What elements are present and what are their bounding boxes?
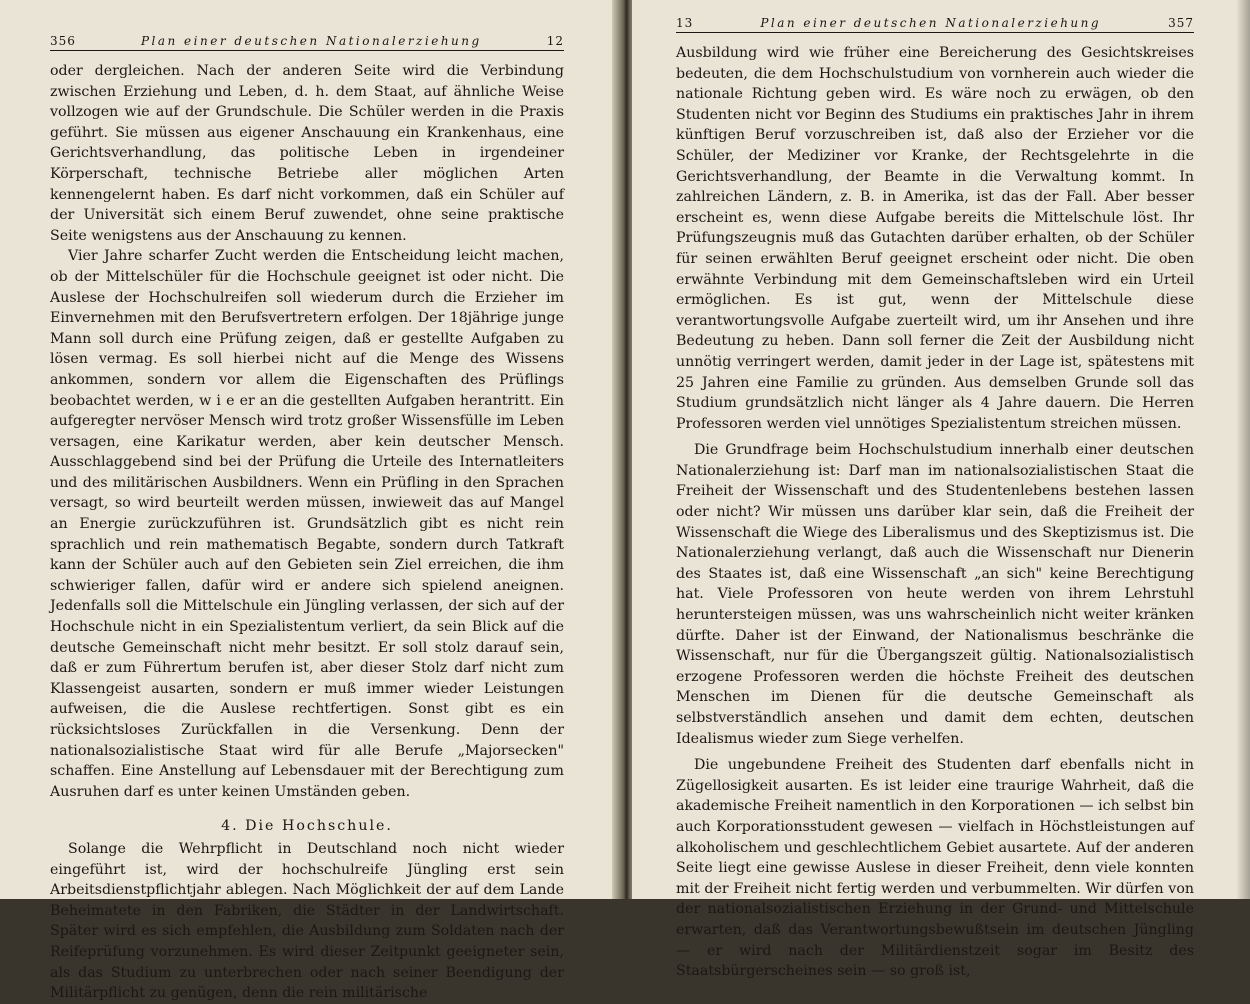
right-signature-mark: 13 — [676, 16, 694, 30]
right-paragraph-1: Ausbildung wird wie früher eine Bereicherung des Gesichtskreises bedeuten, die dem Hochschulstudium von vornherein auch wieder die nationale Richtung geben wird. Es wäre noch zu erwägen, ob den Studenten nicht vor Beginn des Studiums ein praktisches Jahr in ihrem künftigen Beruf vorzuschreiben ist, daß also der Erzieher vor die Schüler, der Mediziner vor Kranke, der Rechtsgelehrte in die Gerichtsverhandlung, der Beamte in die Verwaltung kommt. In zahlreichen Ländern, z. B. in Amerika, ist das der Fall. Aber besser erscheint es, wenn diese Aufgabe bereits die Mittelschule löst. Ihr Prüfungszeugnis muß das Gutachten darüber erhalten, ob der Schüler für seinen erwählten Beruf geeignet erscheint oder nicht. Die oben erwähnte Verbindung mit dem Gemeinschaftsleben wird ein Urteil ermöglichen. Es ist gut, wenn der Mittelschule diese verantwortungsvolle Aufgabe zuerteilt wird, um ihr Ansehen und ihre Bedeutung zu heben. Dann soll ferner die Zeit der Ausbildung nicht unnötig verringert werden, damit jeder in der Lage ist, spätestens mit 25 Jahren eine Familie zu gründen. Aus demselben Grunde soll das Studium grundsätzlich nicht länger als 4 Jahre dauern. Die Herren Professoren werden viel unnötiges Spezialistentum streichen müssen. — [676, 45, 1194, 432]
left-section-paragraph: Solange die Wehrpflicht in Deutschland noch nicht wieder eingeführt ist, wird der hochschulreife Jüngling erst sein Arbeitsdienstpflichtjahr ablegen. Nach Möglichkeit der auf dem Lande Beheimatete in den Fabriken, die Städter in der Landwirtschaft. Später wird es sich empfehlen, die Ausbildung zum Soldaten nach der Reifeprüfung vorzunehmen. Es wird dieser Zeitpunkt geeigneter sein, als das Studium zu unterbrechen oder nach seiner Beendigung der Militärpflicht zu genügen, denn die rein militärische — [50, 840, 564, 1002]
left-paragraph-2: Vier Jahre scharfer Zucht werden die Entscheidung leicht machen, ob der Mittelschüler für die Hochschule geeignet ist oder nicht. Die Auslese der Hochschulreifen soll wiederum durch die Erzieher im Einvernehmen mit den Berufsvertretern erfolgen. Der 18jährige junge Mann soll durch eine Prüfung zeigen, daß er gestellte Aufgaben zu lösen vermag. Es soll hierbei nicht auf die Menge des Wissens ankommen, sondern vor allem die Eigenschaften des Prüflings beobachtet werden, w i e er an die gestellten Aufgaben herantritt. Ein aufgeregter nervöser Mensch wird trotz großer Wissensfülle im Leben versagen, eine Karikatur werden, aber kein deutscher Mensch. Ausschlaggebend sind bei der Prüfung die Urteile des Internatleiters und des militärischen Ausbildners. Wenn ein Prüfling in den Sprachen versagt, so wird beurteilt werden müssen, inwieweit das auf Mangel an Energie zurückzuführen ist. Grundsätzlich gibt es nicht rein sprachlich und rein mathematisch Begabte, sondern durch Tatkraft kann der Schüler auch auf den Gebieten sein Ziel erreichen, die ihm schwieriger fallen, dafür wird er andere sich spielend aneignen. Jedenfalls soll die Mittelschule ein Jüngling verlassen, der sich auf der Hochschule nicht in ein Spezialistentum verliert, da sein Blick auf die deutsche Gemeinschaft nicht mehr besitzt. Er soll stolz darauf sein, daß er zum Führertum berufen ist, aber dieser Stolz darf nicht zum Klassengeist ausarten, sondern er muß immer wieder Leistungen aufweisen, die die Auslese rechtfertigen. Sonst gibt es ein rücksichtsloses Zurückfallen in die Versenkung. Denn der nationalsozialistische Staat wird für alle Berufe „Majorsecken" schaffen. Eine Anstellung auf Lebensdauer mit der Berechtigung zum Ausruhen darf es unter keinen Umständen geben. — [50, 248, 564, 800]
left-signature-mark: 12 — [546, 34, 564, 48]
left-body-text — [50, 61, 564, 1004]
right-page — [632, 0, 1250, 980]
left-page-number: 356 — [50, 34, 76, 48]
right-page-number: 357 — [1168, 16, 1194, 30]
right-running-title: Plan einer deutschen Nationalerziehung — [760, 16, 1102, 30]
left-running-head — [50, 34, 564, 51]
right-paragraph-2: Die Grundfrage beim Hochschulstudium innerhalb einer deutschen Nationalerziehung ist: Darf man im nationalsozialistischen Staat die Freiheit der Wissenschaft und des Studentenlebens bestehen lassen oder nicht? Wir müssen uns darüber klar sein, daß die Freiheit der Wissenschaft die Wiege des Liberalismus und des Skeptizismus ist. Die Nationalerziehung verlangt, daß auch die Wissenschaft nur Dienerin des Staates ist, daß eine Wissenschaft „an sich" keine Berechtigung hat. Viele Professoren von heute werden von ihrem Lehrstuhl heruntersteigen müssen, was uns wahrscheinlich nicht weiter kränken dürfte. Daher ist der Einwand, der Nationalismus beschränke die Wissenschaft, nur für die Übergangszeit gültig. Nationalsozialistisch erzogene Professoren werden die höchste Freiheit des deutschen Menschen im Dienen für die deutsche Gemeinschaft als selbstverständlich ansehen und damit dem echten, deutschen Idealismus wieder zum Siege verhelfen. — [676, 442, 1194, 747]
left-page — [0, 0, 622, 1002]
right-running-head — [676, 16, 1194, 33]
section-heading: 4. Die Hochschule. — [221, 818, 393, 835]
right-body-text — [676, 43, 1194, 982]
right-paragraph-3: Die ungebundene Freiheit des Studenten darf ebenfalls nicht in Zügellosigkeit ausarten. Es ist leider eine traurige Wahrheit, daß die akademische Freiheit namentlich in den Korporationen — ich selbst bin auch Korporationsstudent gewesen — vielfach in Höchstleistungen auf alkoholischem und geschlechtlichem Gebiet ausartete. Auf der anderen Seite liegt eine gewisse Auslese in dieser Freiheit, denn viele konnten mit der Freiheit nicht fertig werden und verbummelten. Wir dürfen von der nationalsozialistischen Erziehung in der Grund- und Mittelschule erwarten, daß das Verantwortungsbewußtsein im deutschen Jüngling — er wird nach der Militärdienstzeit sogar im Besitz des Staatsbürgerscheines sein — so groß ist, — [676, 757, 1194, 980]
left-running-title: Plan einer deutschen Nationalerziehung — [140, 34, 482, 48]
left-paragraph-1: oder dergleichen. Nach der anderen Seite wird die Verbindung zwischen Erziehung und Leben, d. h. dem Staat, auf ähnliche Weise vollzogen wie auf der Grundschule. Die Schüler werden in die Praxis geführt. Sie müssen aus eigener Anschauung ein Krankenhaus, eine Gerichtsverhandlung, das politische Leben in irgendeiner Körperschaft, technische Betriebe aller möglichen Arten kennengelernt haben. Es darf nicht vorkommen, daß ein Schüler auf der Universität sich einem Beruf zuwendet, ohne seine praktische Seite wenigstens aus der Anschauung zu kennen. — [50, 63, 564, 244]
